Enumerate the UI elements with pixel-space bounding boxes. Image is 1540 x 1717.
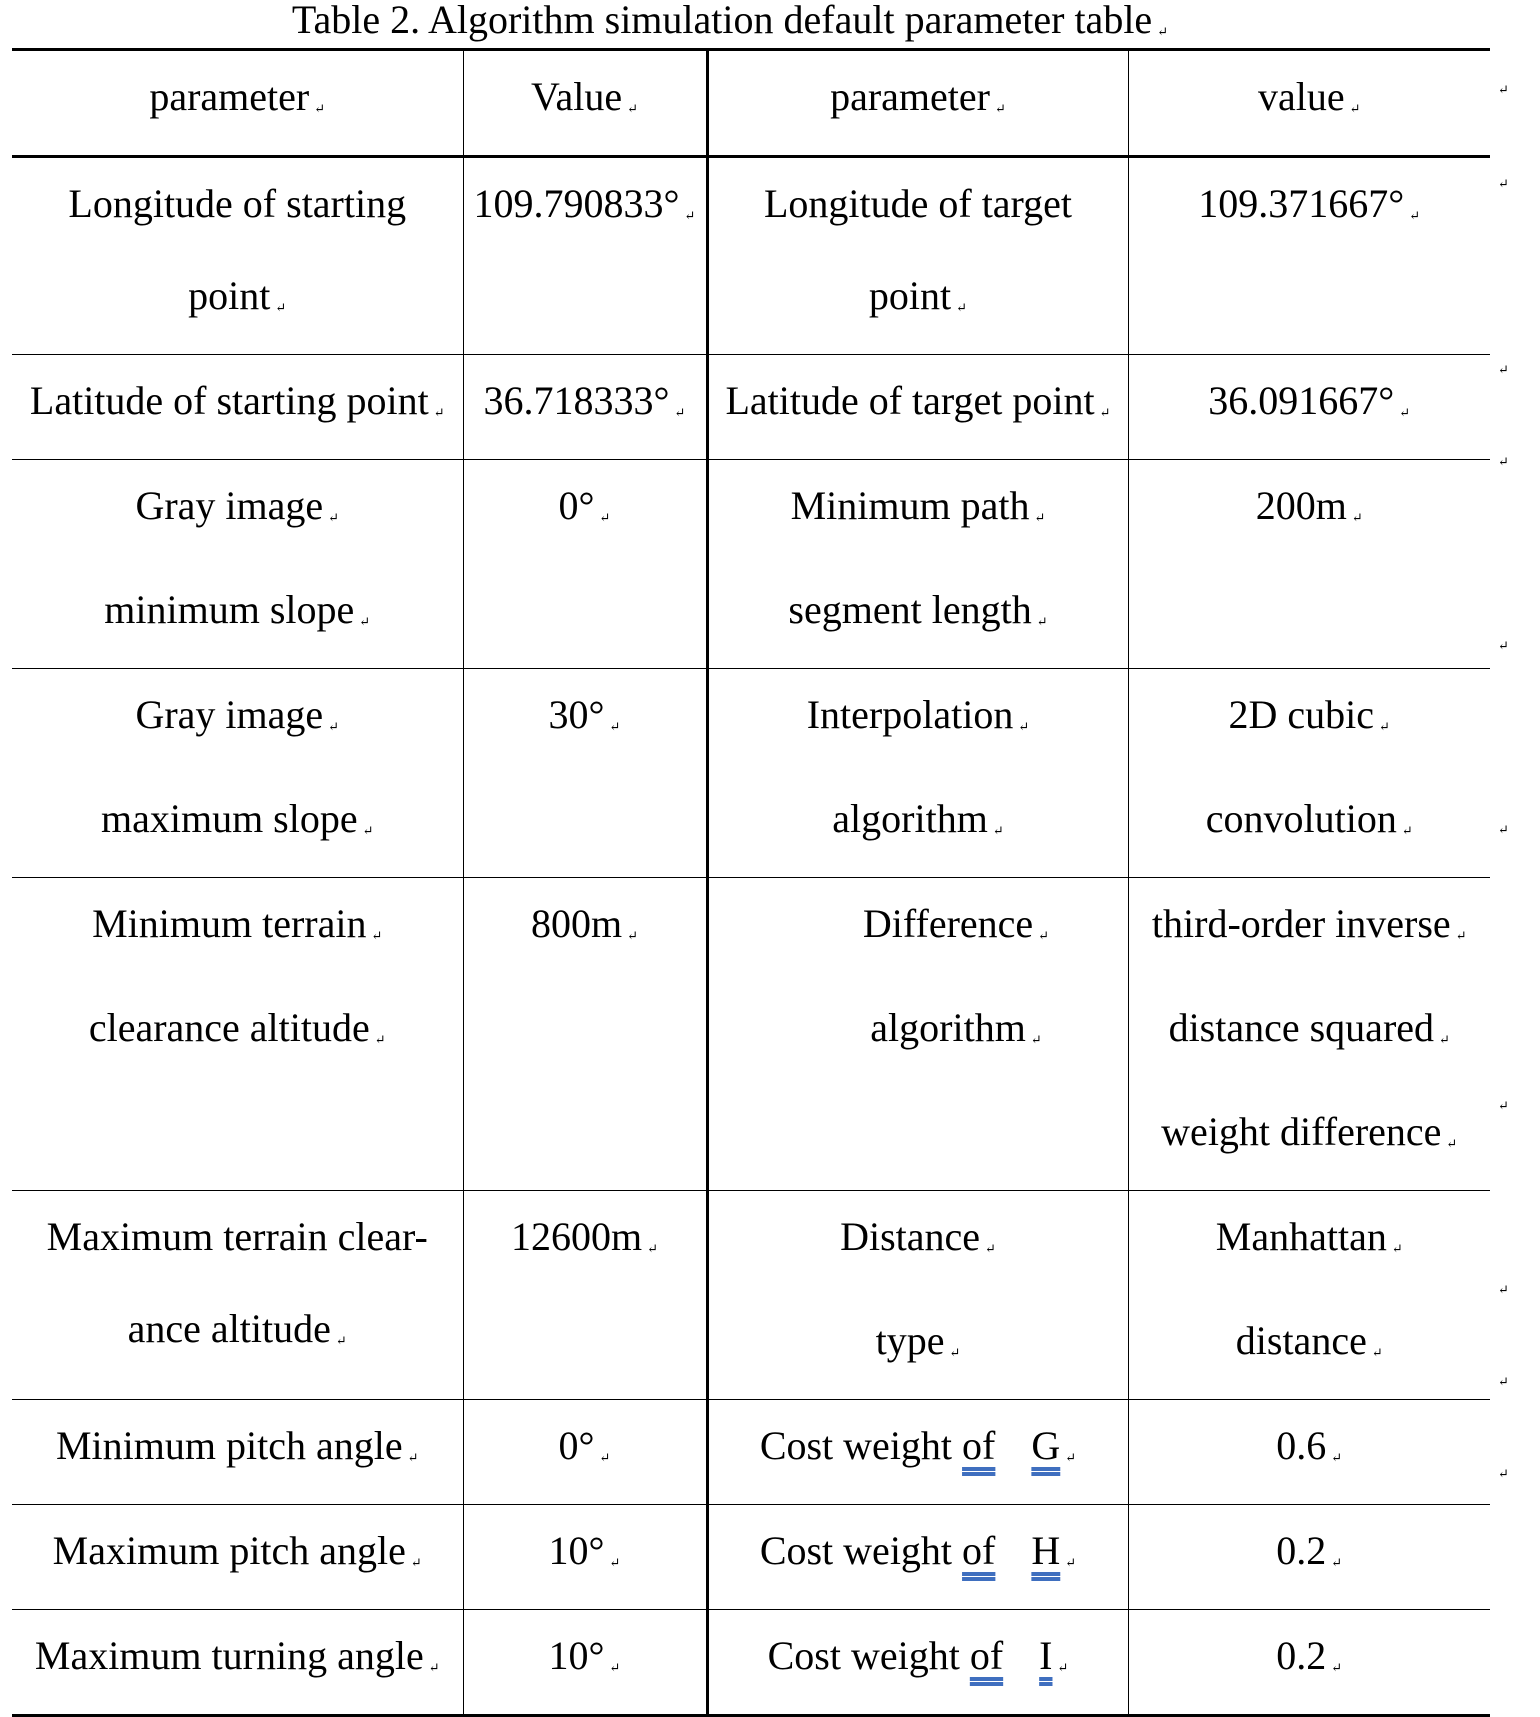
table-row bbox=[12, 355, 1490, 460]
table-row bbox=[12, 157, 1490, 355]
param-cell: Maximum terrain clear- ance altitude ↵ bbox=[12, 1191, 463, 1400]
param-cell: Interpolation ↵ algorithm ↵ bbox=[707, 669, 1128, 878]
param-cell: Latitude of starting point ↵ bbox=[12, 355, 463, 460]
param-cell: Cost weight of I ↵ bbox=[707, 1610, 1128, 1716]
table-header-row bbox=[12, 50, 1490, 157]
table-row bbox=[12, 460, 1490, 669]
value-cell: 10° ↵ bbox=[463, 1610, 707, 1716]
value-cell: 30° ↵ bbox=[463, 669, 707, 878]
header-value-1: Value ↵ bbox=[463, 50, 707, 157]
param-cell: Minimum terrain ↵ clearance altitude ↵ bbox=[12, 878, 463, 1191]
param-cell: Cost weight of G ↵ bbox=[707, 1400, 1128, 1505]
row-end-mark-icon: ↵ bbox=[1498, 362, 1509, 377]
value-cell: third-order inverse ↵ distance squared ↵ weight difference ↵ bbox=[1128, 878, 1490, 1191]
header-parameter-2: parameter ↵ bbox=[707, 50, 1128, 157]
value-cell: 800m ↵ bbox=[463, 878, 707, 1191]
value-cell: 0.2 ↵ bbox=[1128, 1610, 1490, 1716]
row-end-mark-icon: ↵ bbox=[1498, 82, 1509, 97]
value-cell: 36.091667° ↵ bbox=[1128, 355, 1490, 460]
param-cell: Longitude of starting point ↵ bbox=[12, 157, 463, 355]
param-cell: Minimum pitch angle ↵ bbox=[12, 1400, 463, 1505]
value-cell: 2D cubic ↵ convolution ↵ bbox=[1128, 669, 1490, 878]
row-end-mark-icon: ↵ bbox=[1498, 176, 1509, 191]
row-end-mark-icon: ↵ bbox=[1498, 454, 1509, 469]
row-end-mark-icon: ↵ bbox=[1498, 822, 1509, 837]
value-cell: 200m ↵ bbox=[1128, 460, 1490, 669]
param-cell: Gray image ↵ maximum slope ↵ bbox=[12, 669, 463, 878]
row-end-mark-icon: ↵ bbox=[1498, 1098, 1509, 1113]
row-end-mark-icon: ↵ bbox=[1498, 1374, 1509, 1389]
table-row bbox=[12, 1610, 1490, 1716]
table-row bbox=[12, 878, 1490, 1191]
table-row bbox=[12, 669, 1490, 878]
param-cell: Difference ↵ algorithm ↵ bbox=[707, 878, 1128, 1191]
value-cell: 0° ↵ bbox=[463, 460, 707, 669]
parameter-table bbox=[12, 48, 1490, 1717]
value-cell: 36.718333° ↵ bbox=[463, 355, 707, 460]
table-row bbox=[12, 1191, 1490, 1400]
value-cell: Manhattan ↵ distance ↵ bbox=[1128, 1191, 1490, 1400]
param-cell: Longitude of target point ↵ bbox=[707, 157, 1128, 355]
value-cell: 10° ↵ bbox=[463, 1505, 707, 1610]
value-cell: 109.371667° ↵ bbox=[1128, 157, 1490, 355]
param-cell: Gray image ↵ minimum slope ↵ bbox=[12, 460, 463, 669]
table-caption: Table 2. Algorithm simulation default parameter table ↵ bbox=[291, 0, 1169, 42]
param-cell: Distance ↵ type ↵ bbox=[707, 1191, 1128, 1400]
table-row bbox=[12, 1505, 1490, 1610]
value-cell: 0.2 ↵ bbox=[1128, 1505, 1490, 1610]
param-cell: Minimum path ↵ segment length ↵ bbox=[707, 460, 1128, 669]
table-row bbox=[12, 1400, 1490, 1505]
row-end-mark-icon: ↵ bbox=[1498, 1282, 1509, 1297]
value-cell: 109.790833° ↵ bbox=[463, 157, 707, 355]
row-end-mark-icon: ↵ bbox=[1498, 1466, 1509, 1481]
value-cell: 0.6 ↵ bbox=[1128, 1400, 1490, 1505]
paragraph-mark-icon: ↵ bbox=[1157, 24, 1169, 39]
value-cell: 12600m ↵ bbox=[463, 1191, 707, 1400]
param-cell: Maximum pitch angle ↵ bbox=[12, 1505, 463, 1610]
param-cell: Cost weight of H ↵ bbox=[707, 1505, 1128, 1610]
header-parameter-1: parameter ↵ bbox=[12, 50, 463, 157]
header-value-2: value ↵ bbox=[1128, 50, 1490, 157]
param-cell: Latitude of target point ↵ bbox=[707, 355, 1128, 460]
param-cell: Maximum turning angle ↵ bbox=[12, 1610, 463, 1716]
row-end-mark-icon: ↵ bbox=[1498, 638, 1509, 653]
value-cell: 0° ↵ bbox=[463, 1400, 707, 1505]
